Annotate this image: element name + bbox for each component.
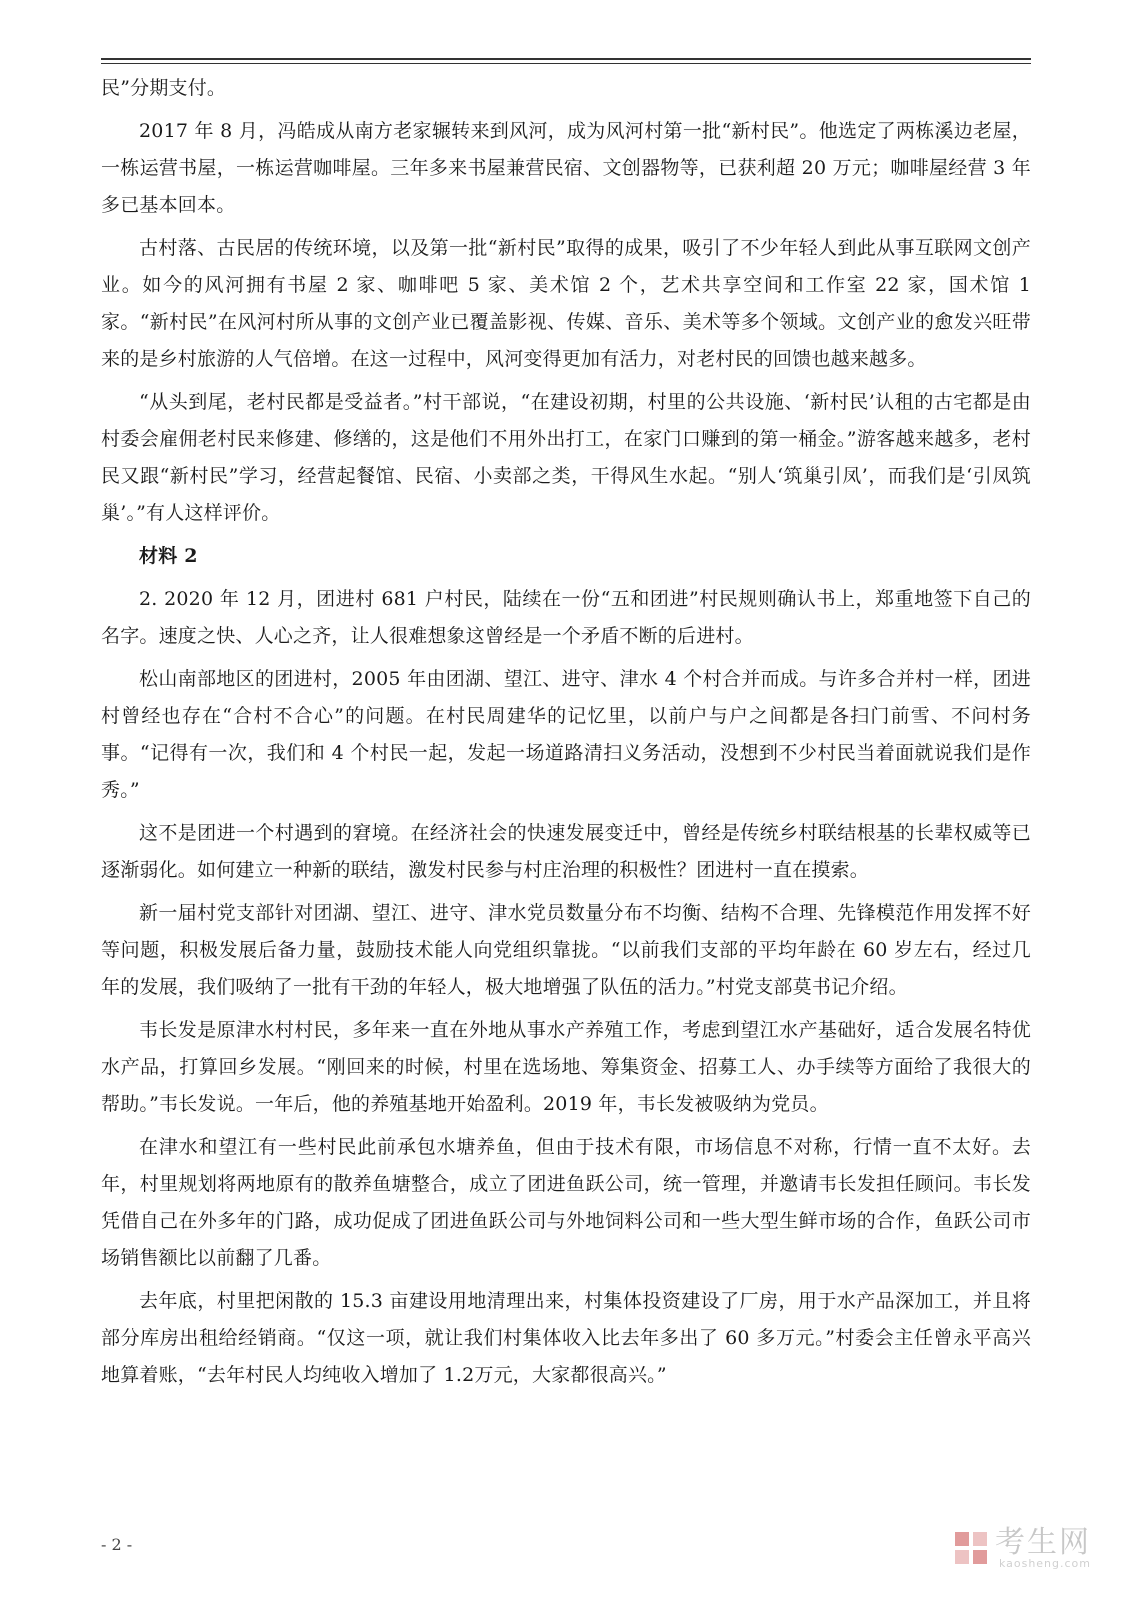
section-heading: 材料 2	[139, 545, 198, 567]
paragraph: 在津水和望江有一些村民此前承包水塘养鱼，但由于技术有限，市场信息不对称，行情一直不太好。去年，村里规划将两地原有的散养鱼塘整合，成立了团进鱼跃公司，统一管理，并邀请韦长发担任顾问。韦长发凭借自己在外多年的门路，成功促成了团进鱼跃公司与外地饲料公司和一些大型生鲜市场的合作，鱼跃公司市场销售额比以前翻了几番。	[101, 1136, 1031, 1269]
watermark	[955, 1525, 1091, 1570]
paragraph: 2017 年 8 月，冯皓成从南方老家辗转来到风河，成为风河村第一批“新村民”。他选定了两栋溪边老屋，一栋运营书屋，一栋运营咖啡屋。三年多来书屋兼营民宿、文创器物等，已获利超 20 万元；咖啡屋经营 3 年多已基本回本。	[101, 120, 1031, 216]
paragraph: 2. 2020 年 12 月，团进村 681 户村民，陆续在一份“五和团进”村民规则确认书上，郑重地签下自己的名字。速度之快、人心之齐，让人很难想象这曾经是一个矛盾不断的后进村。	[101, 588, 1031, 647]
paragraph: 韦长发是原津水村村民，多年来一直在外地从事水产养殖工作，考虑到望江水产基础好，适合发展名特优水产品，打算回乡发展。“刚回来的时候，村里在选场地、筹集资金、招募工人、办手续等方面给了我很大的帮助。”韦长发说。一年后，他的养殖基地开始盈利。2019 年，韦长发被吸纳为党员。	[101, 1019, 1031, 1115]
paragraph: 松山南部地区的团进村，2005 年由团湖、望江、进守、津水 4 个村合并而成。与许多合并村一样，团进村曾经也存在“合村不合心”的问题。在村民周建华的记忆里，以前户与户之间都是各扫门前雪、不问村务事。“记得有一次，我们和 4 个村民一起，发起一场道路清扫义务活动，没想到不少村民当着面就说我们是作秀。”	[101, 668, 1031, 801]
header-rule-thick	[101, 58, 1031, 60]
kaosheng-logo-icon	[955, 1532, 989, 1566]
watermark-main-text: 考生网	[995, 1525, 1091, 1560]
document-body	[101, 70, 1031, 1394]
paragraph: 这不是团进一个村遇到的窘境。在经济社会的快速发展变迁中，曾经是传统乡村联结根基的长辈权威等已逐渐弱化。如何建立一种新的联结，激发村民参与村庄治理的积极性？团进村一直在摸索。	[101, 822, 1031, 881]
paragraph: 新一届村党支部针对团湖、望江、进守、津水党员数量分布不均衡、结构不合理、先锋模范作用发挥不好等问题，积极发展后备力量，鼓励技术能人向党组织靠拢。“以前我们支部的平均年龄在 60 岁左右，经过几年的发展，我们吸纳了一批有干劲的年轻人，极大地增强了队伍的活力。”村党支部莫书记介绍。	[101, 902, 1031, 998]
paragraph: “从头到尾，老村民都是受益者。”村干部说，“在建设初期，村里的公共设施、‘新村民’认租的古宅都是由村委会雇佣老村民来修建、修缮的，这是他们不用外出打工，在家门口赚到的第一桶金。”游客越来越多，老村民又跟“新村民”学习，经营起餐馆、民宿、小卖部之类，干得风生水起。“别人‘筑巢引凤’，而我们是‘引凤筑巢’。”有人这样评价。	[101, 391, 1031, 524]
paragraph: 去年底，村里把闲散的 15.3 亩建设用地清理出来，村集体投资建设了厂房，用于水产品深加工，并且将部分库房出租给经销商。“仅这一项，就让我们村集体收入比去年多出了 60 多万元。”村委会主任曾永平高兴地算着账，“去年村民人均纯收入增加了 1.2万元，大家都很高兴。”	[101, 1290, 1031, 1386]
paragraph: 民”分期支付。	[101, 77, 227, 99]
header-rule-thin	[101, 63, 1031, 64]
page-number: - 2 -	[101, 1535, 133, 1554]
watermark-sub-text: kaosheng.com	[998, 1557, 1091, 1570]
paragraph: 古村落、古民居的传统环境，以及第一批“新村民”取得的成果，吸引了不少年轻人到此从事互联网文创产业。如今的风河拥有书屋 2 家、咖啡吧 5 家、美术馆 2 个，艺术共享空间和工作室 22 家，国术馆 1 家。“新村民”在风河村所从事的文创产业已覆盖影视、传媒、音乐、美术等多个领域。文创产业的愈发兴旺带来的是乡村旅游的人气倍增。在这一过程中，风河变得更加有活力，对老村民的回馈也越来越多。	[101, 237, 1031, 370]
